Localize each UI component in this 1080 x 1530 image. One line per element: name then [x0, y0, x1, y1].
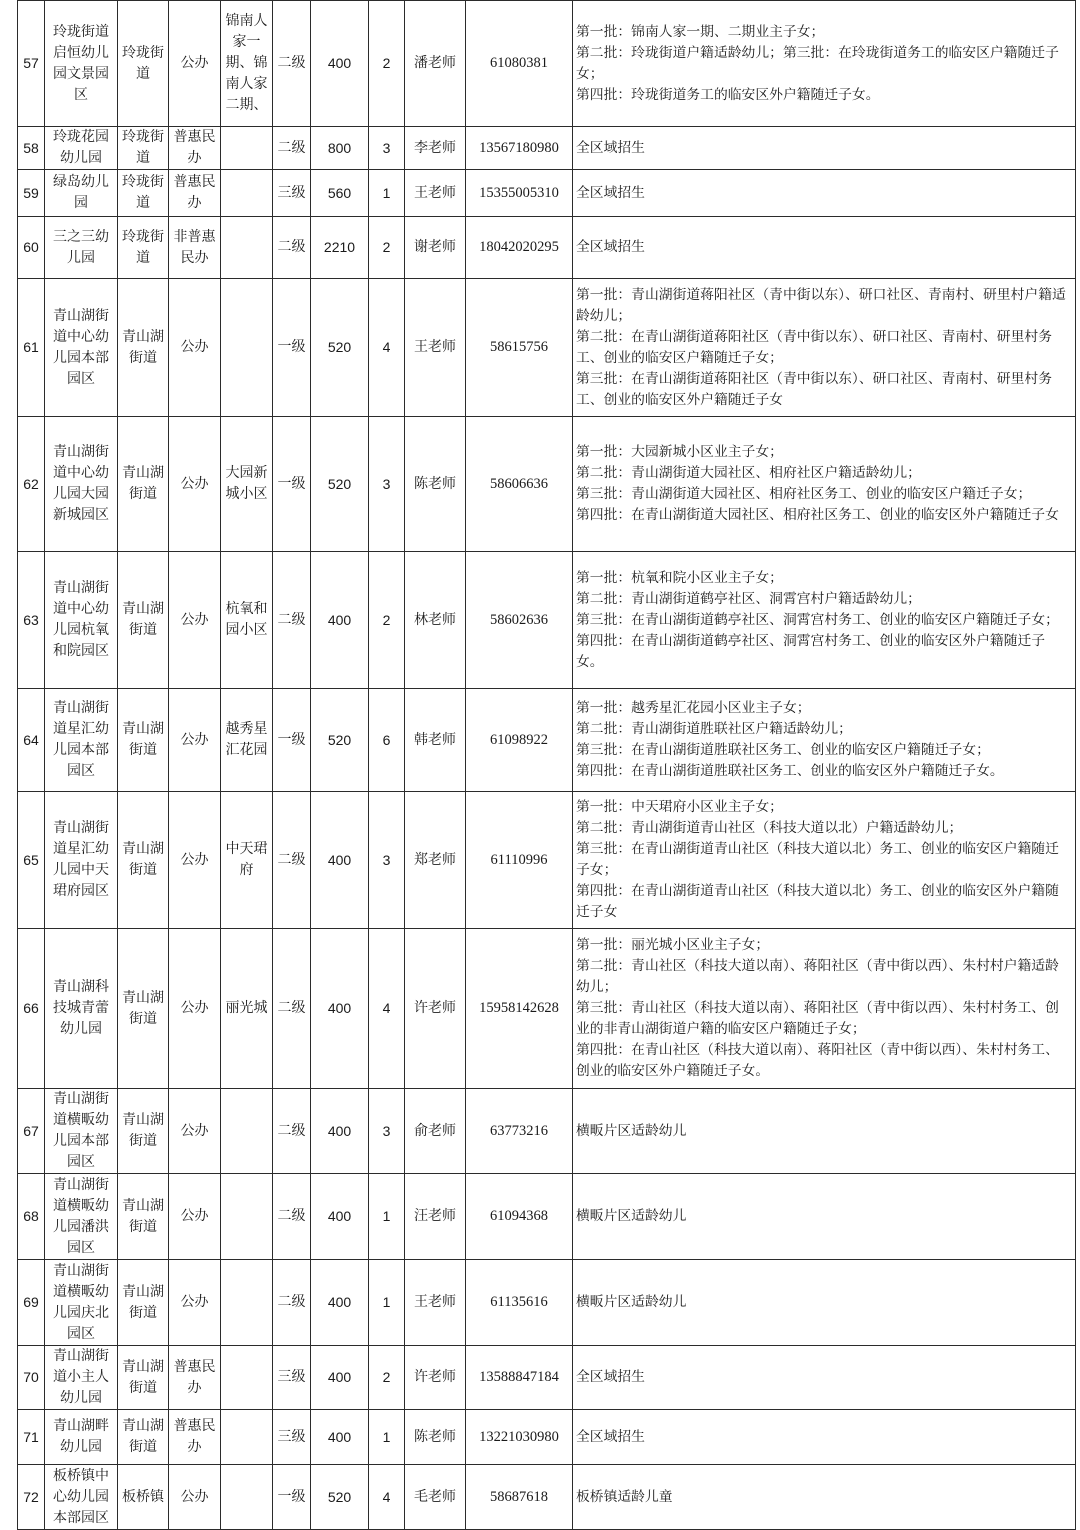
enrollment-capacity: 400	[311, 1, 369, 127]
class-count: 2	[369, 1, 405, 127]
school-type: 公办	[169, 1465, 221, 1530]
grade-level: 三级	[273, 1346, 311, 1410]
kindergarten-name: 青山湖街道横畈幼儿园潘洪园区	[45, 1174, 118, 1260]
kindergarten-name: 玲珑花园幼儿园	[45, 127, 118, 170]
street-name: 青山湖街道	[118, 929, 169, 1089]
enrollment-scope	[573, 1346, 1076, 1410]
grade-level: 二级	[273, 127, 311, 170]
street-name: 青山湖街道	[118, 1089, 169, 1174]
scope-line: 第三批：青山湖街道大园社区、相府社区务工、创业的临安区户籍迁子女；	[576, 486, 1032, 502]
residential-area: 锦南人家一期、锦南人家二期、	[221, 1, 273, 127]
contact-teacher: 毛老师	[405, 1465, 466, 1530]
contact-phone: 58687618	[466, 1465, 573, 1530]
scope-line: 横畈片区适龄幼儿	[576, 1208, 687, 1224]
kindergarten-name: 三之三幼儿园	[45, 217, 118, 279]
scope-line: 第四批：在青山湖街道鹤亭社区、洞霄宫村务工、创业的临安区外户籍随迁子女。	[576, 632, 1046, 670]
street-name: 板桥镇	[118, 1465, 169, 1530]
school-type: 非普惠民办	[169, 217, 221, 279]
enrollment-scope	[573, 127, 1076, 170]
table-row	[18, 127, 1076, 170]
street-name: 青山湖街道	[118, 1260, 169, 1346]
scope-line: 第二批：在青山湖街道蒋阳社区（青中街以东）、研口社区、青南村、研里村务工、创业的临安区户籍随迁子女；	[576, 328, 1052, 366]
contact-phone: 61098922	[466, 689, 573, 792]
street-name: 青山湖街道	[118, 279, 169, 417]
contact-phone: 18042020295	[466, 217, 573, 279]
school-type: 普惠民办	[169, 170, 221, 217]
table-row	[18, 929, 1076, 1089]
residential-area	[221, 279, 273, 417]
scope-line: 第二批：玲珑街道户籍适龄幼儿；第三批：在玲珑街道务工的临安区户籍随迁子女；	[576, 44, 1059, 82]
scope-line: 第四批：玲珑街道务工的临安区外户籍随迁子女。	[576, 86, 880, 103]
scope-line: 第四批：在青山社区（科技大道以南）、蒋阳社区（青中街以西）、朱村村务工、创业的临安区外户籍随迁子女。	[576, 1042, 1059, 1079]
enrollment-scope	[573, 929, 1076, 1089]
residential-area	[221, 1260, 273, 1346]
row-number: 64	[18, 689, 45, 792]
contact-teacher: 郑老师	[405, 792, 466, 929]
contact-teacher: 俞老师	[405, 1089, 466, 1174]
street-name: 玲珑街道	[118, 127, 169, 170]
kindergarten-name: 青山湖街道中心幼儿园大园新城园区	[45, 417, 118, 552]
contact-teacher: 谢老师	[405, 217, 466, 279]
contact-phone: 58602636	[466, 552, 573, 689]
scope-line: 第一批：杭氧和院小区业主子女；	[576, 569, 783, 586]
street-name: 青山湖街道	[118, 417, 169, 552]
table-row	[18, 170, 1076, 217]
table-row	[18, 792, 1076, 929]
class-count: 4	[369, 279, 405, 417]
street-name: 青山湖街道	[118, 1410, 169, 1465]
table-row	[18, 1260, 1076, 1346]
school-type: 公办	[169, 929, 221, 1089]
enrollment-capacity: 400	[311, 1089, 369, 1174]
scope-line: 第三批：青山社区（科技大道以南）、蒋阳社区（青中街以西）、朱村村务工、创业的非青山湖街道户籍的临安区户籍随迁子女；	[576, 1000, 1059, 1037]
scope-line: 第三批：在青山湖街道鹤亭社区、洞霄宫村务工、创业的临安区户籍随迁子女；	[576, 611, 1059, 628]
school-type: 公办	[169, 1, 221, 127]
enrollment-capacity: 400	[311, 1410, 369, 1465]
kindergarten-name: 青山湖街道横畈幼儿园庆北园区	[45, 1260, 118, 1346]
row-number: 69	[18, 1260, 45, 1346]
grade-level: 二级	[273, 217, 311, 279]
table-row	[18, 417, 1076, 552]
grade-level: 三级	[273, 170, 311, 217]
enrollment-capacity: 400	[311, 552, 369, 689]
kindergarten-name: 青山湖街道横畈幼儿园本部园区	[45, 1089, 118, 1174]
row-number: 67	[18, 1089, 45, 1174]
table-row	[18, 689, 1076, 792]
enrollment-capacity: 560	[311, 170, 369, 217]
kindergarten-name: 青山湖街道星汇幼儿园本部园区	[45, 689, 118, 792]
scope-line: 全区域招生	[576, 1369, 645, 1385]
school-type: 公办	[169, 1260, 221, 1346]
contact-phone: 15958142628	[466, 929, 573, 1089]
row-number: 68	[18, 1174, 45, 1260]
enrollment-scope	[573, 1089, 1076, 1174]
contact-teacher: 潘老师	[405, 1, 466, 127]
enrollment-scope	[573, 552, 1076, 689]
contact-teacher: 王老师	[405, 279, 466, 417]
enrollment-capacity: 520	[311, 689, 369, 792]
enrollment-capacity: 520	[311, 417, 369, 552]
class-count: 1	[369, 1410, 405, 1465]
contact-teacher: 李老师	[405, 127, 466, 170]
enrollment-scope	[573, 417, 1076, 552]
school-type: 普惠民办	[169, 1410, 221, 1465]
scope-line: 横畈片区适龄幼儿	[576, 1122, 687, 1139]
street-name: 青山湖街道	[118, 792, 169, 929]
table-row	[18, 1346, 1076, 1410]
row-number: 61	[18, 279, 45, 417]
grade-level: 一级	[273, 417, 311, 552]
enrollment-scope	[573, 279, 1076, 417]
enrollment-capacity: 400	[311, 929, 369, 1089]
scope-line: 第一批：丽光城小区业主子女；	[576, 937, 770, 953]
enrollment-capacity: 400	[311, 1260, 369, 1346]
contact-phone: 61080381	[466, 1, 573, 127]
residential-area	[221, 127, 273, 170]
class-count: 2	[369, 552, 405, 689]
school-type: 公办	[169, 792, 221, 929]
kindergarten-name: 青山湖科技城青蕾幼儿园	[45, 929, 118, 1089]
class-count: 2	[369, 217, 405, 279]
contact-phone: 58606636	[466, 417, 573, 552]
grade-level: 三级	[273, 1410, 311, 1465]
class-count: 3	[369, 792, 405, 929]
enrollment-capacity: 400	[311, 1174, 369, 1260]
street-name: 玲珑街道	[118, 217, 169, 279]
row-number: 60	[18, 217, 45, 279]
residential-area	[221, 170, 273, 217]
contact-phone: 63773216	[466, 1089, 573, 1174]
contact-teacher: 汪老师	[405, 1174, 466, 1260]
kindergarten-name: 青山湖街道中心幼儿园杭氧和院园区	[45, 552, 118, 689]
residential-area: 大园新城小区	[221, 417, 273, 552]
residential-area: 丽光城	[221, 929, 273, 1089]
contact-teacher: 王老师	[405, 1260, 466, 1346]
enrollment-scope	[573, 792, 1076, 929]
grade-level: 一级	[273, 1465, 311, 1530]
contact-teacher: 许老师	[405, 1346, 466, 1410]
school-type: 公办	[169, 689, 221, 792]
grade-level: 二级	[273, 929, 311, 1089]
table-row	[18, 1465, 1076, 1530]
enrollment-scope	[573, 170, 1076, 217]
grade-level: 一级	[273, 279, 311, 417]
grade-level: 二级	[273, 1, 311, 127]
class-count: 3	[369, 417, 405, 552]
table-row	[18, 1089, 1076, 1174]
enrollment-scope	[573, 1410, 1076, 1465]
kindergarten-name: 板桥镇中心幼儿园本部园区	[45, 1465, 118, 1530]
scope-line: 第一批：越秀星汇花园小区业主子女；	[576, 700, 811, 716]
kindergarten-name: 青山湖街道中心幼儿园本部园区	[45, 279, 118, 417]
residential-area	[221, 1410, 273, 1465]
class-count: 3	[369, 1089, 405, 1174]
residential-area	[221, 1174, 273, 1260]
kindergarten-name: 青山湖畔幼儿园	[45, 1410, 118, 1465]
residential-area: 越秀星汇花园	[221, 689, 273, 792]
scope-line: 第一批：中天珺府小区业主子女；	[576, 799, 783, 815]
contact-teacher: 陈老师	[405, 417, 466, 552]
scope-line: 全区域招生	[576, 184, 645, 201]
kindergarten-enrollment-table	[17, 0, 1076, 1530]
contact-phone: 13221030980	[466, 1410, 573, 1465]
street-name: 玲珑街道	[118, 170, 169, 217]
table-row	[18, 217, 1076, 279]
enrollment-capacity: 400	[311, 792, 369, 929]
row-number: 72	[18, 1465, 45, 1530]
contact-phone: 61110996	[466, 792, 573, 929]
contact-teacher: 王老师	[405, 170, 466, 217]
row-number: 59	[18, 170, 45, 217]
residential-area	[221, 217, 273, 279]
grade-level: 二级	[273, 1089, 311, 1174]
school-type: 公办	[169, 552, 221, 689]
class-count: 1	[369, 1174, 405, 1260]
row-number: 63	[18, 552, 45, 689]
enrollment-capacity: 2210	[311, 217, 369, 279]
enrollment-scope	[573, 1260, 1076, 1346]
street-name: 青山湖街道	[118, 552, 169, 689]
enrollment-capacity: 520	[311, 1465, 369, 1530]
scope-line: 第四批：在青山湖街道大园社区、相府社区务工、创业的临安区外户籍随迁子女	[576, 507, 1059, 523]
table-body	[18, 1, 1076, 1530]
table-row	[18, 279, 1076, 417]
scope-line: 第二批：青山湖街道鹤亭社区、洞霄宫村户籍适龄幼儿；	[576, 590, 921, 607]
scope-line: 横畈片区适龄幼儿	[576, 1294, 687, 1310]
grade-level: 二级	[273, 792, 311, 929]
class-count: 1	[369, 1260, 405, 1346]
enrollment-scope	[573, 1, 1076, 127]
school-type: 公办	[169, 1089, 221, 1174]
class-count: 4	[369, 1465, 405, 1530]
scope-line: 第一批：大园新城小区业主子女；	[576, 444, 783, 460]
contact-teacher: 林老师	[405, 552, 466, 689]
enrollment-scope	[573, 217, 1076, 279]
residential-area	[221, 1346, 273, 1410]
contact-phone: 15355005310	[466, 170, 573, 217]
grade-level: 二级	[273, 1260, 311, 1346]
scope-line: 第一批：锦南人家一期、二期业主子女；	[576, 23, 825, 40]
scope-line: 全区域招生	[576, 239, 645, 255]
contact-teacher: 许老师	[405, 929, 466, 1089]
scope-line: 第二批：青山社区（科技大道以南）、蒋阳社区（青中街以西）、朱村村户籍适龄幼儿；	[576, 958, 1059, 995]
scope-line: 第二批：青山湖街道大园社区、相府社区户籍适龄幼儿；	[576, 465, 921, 481]
scope-line: 第三批：在青山湖街道胜联社区务工、创业的临安区户籍随迁子女；	[576, 742, 990, 758]
grade-level: 二级	[273, 1174, 311, 1260]
kindergarten-name: 绿岛幼儿园	[45, 170, 118, 217]
table-row	[18, 1, 1076, 127]
street-name: 青山湖街道	[118, 1346, 169, 1410]
scope-line: 第三批：在青山湖街道青山社区（科技大道以北）务工、创业的临安区户籍随迁子女；	[576, 841, 1059, 878]
enrollment-capacity: 400	[311, 1346, 369, 1410]
grade-level: 一级	[273, 689, 311, 792]
residential-area: 中天珺府	[221, 792, 273, 929]
contact-teacher: 陈老师	[405, 1410, 466, 1465]
class-count: 6	[369, 689, 405, 792]
scope-line: 全区域招生	[576, 1428, 645, 1445]
residential-area	[221, 1465, 273, 1530]
table-row	[18, 1174, 1076, 1260]
contact-phone: 13567180980	[466, 127, 573, 170]
street-name: 青山湖街道	[118, 689, 169, 792]
scope-line: 第三批：在青山湖街道蒋阳社区（青中街以东）、研口社区、青南村、研里村务工、创业的临安区外户籍随迁子女	[576, 370, 1052, 408]
kindergarten-name: 青山湖街道星汇幼儿园中天珺府园区	[45, 792, 118, 929]
table-row	[18, 1410, 1076, 1465]
enrollment-capacity: 520	[311, 279, 369, 417]
row-number: 66	[18, 929, 45, 1089]
row-number: 65	[18, 792, 45, 929]
grade-level: 二级	[273, 552, 311, 689]
enrollment-scope	[573, 689, 1076, 792]
row-number: 62	[18, 417, 45, 552]
row-number: 57	[18, 1, 45, 127]
row-number: 71	[18, 1410, 45, 1465]
contact-phone: 58615756	[466, 279, 573, 417]
class-count: 4	[369, 929, 405, 1089]
school-type: 公办	[169, 417, 221, 552]
scope-line: 第一批：青山湖街道蒋阳社区（青中街以东）、研口社区、青南村、研里村户籍适龄幼儿；	[576, 286, 1066, 324]
scope-line: 全区域招生	[576, 139, 645, 156]
school-type: 普惠民办	[169, 127, 221, 170]
residential-area	[221, 1089, 273, 1174]
class-count: 1	[369, 170, 405, 217]
scope-line: 第二批：青山湖街道胜联社区户籍适龄幼儿；	[576, 721, 852, 737]
enrollment-capacity: 800	[311, 127, 369, 170]
scope-line: 第四批：在青山湖街道胜联社区务工、创业的临安区外户籍随迁子女。	[576, 763, 1004, 779]
kindergarten-name: 青山湖街道小主人幼儿园	[45, 1346, 118, 1410]
contact-phone: 61135616	[466, 1260, 573, 1346]
scope-line: 第四批：在青山湖街道青山社区（科技大道以北）务工、创业的临安区外户籍随迁子女	[576, 883, 1059, 920]
scope-line: 第二批：青山湖街道青山社区（科技大道以北）户籍适龄幼儿；	[576, 820, 963, 836]
class-count: 3	[369, 127, 405, 170]
residential-area: 杭氧和园小区	[221, 552, 273, 689]
contact-phone: 61094368	[466, 1174, 573, 1260]
table-row	[18, 552, 1076, 689]
contact-teacher: 韩老师	[405, 689, 466, 792]
row-number: 58	[18, 127, 45, 170]
school-type: 公办	[169, 1174, 221, 1260]
kindergarten-name: 玲珑街道启恒幼儿园文景园区	[45, 1, 118, 127]
street-name: 青山湖街道	[118, 1174, 169, 1260]
class-count: 2	[369, 1346, 405, 1410]
row-number: 70	[18, 1346, 45, 1410]
enrollment-scope	[573, 1174, 1076, 1260]
scope-line: 板桥镇适龄儿童	[576, 1488, 673, 1505]
school-type: 公办	[169, 279, 221, 417]
street-name: 玲珑街道	[118, 1, 169, 127]
enrollment-scope	[573, 1465, 1076, 1530]
school-type: 普惠民办	[169, 1346, 221, 1410]
contact-phone: 13588847184	[466, 1346, 573, 1410]
